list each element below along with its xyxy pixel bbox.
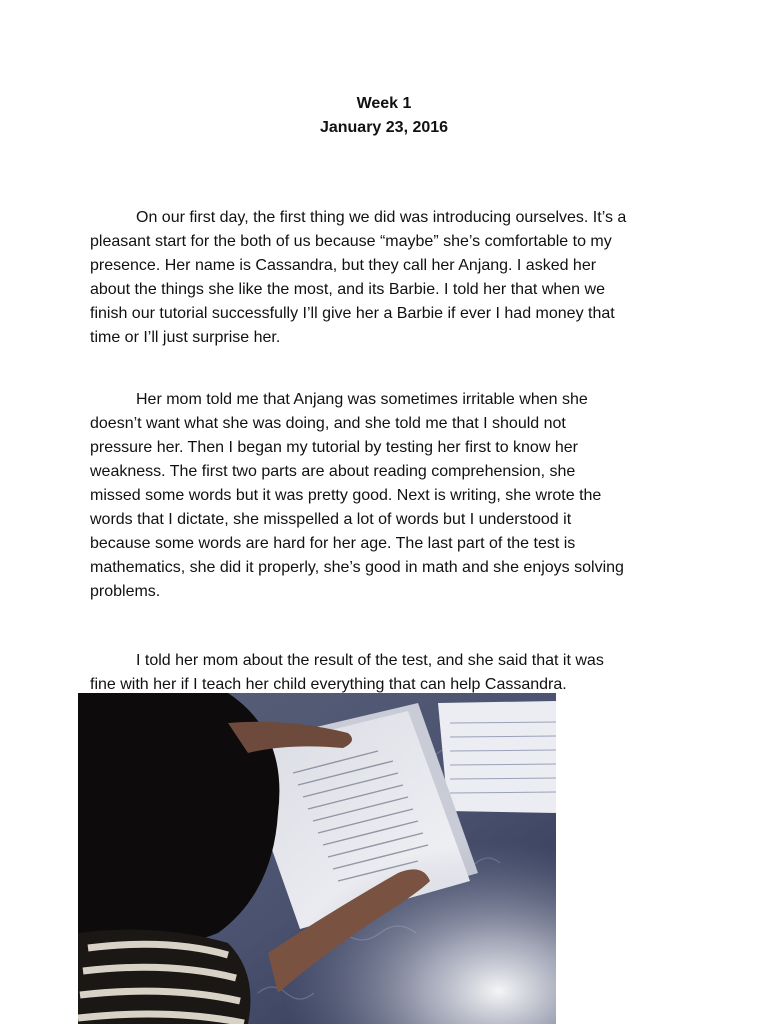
paragraph-line: pleasant start for the both of us because “maybe” she’s comfortable to my [90,233,612,250]
paragraph-3 [90,649,682,697]
paragraph-line: I told her mom about the result of the test, and she said that it was [136,652,604,669]
paragraph-line: fine with her if I teach her child everything that can help Cassandra. [90,676,567,693]
paragraph-line: On our first day, the first thing we did was introducing ourselves. It’s a [136,209,627,226]
paragraph-line: time or I’ll just surprise her. [90,329,281,346]
paragraph-line: words that I dictate, she misspelled a lot of words but I understood it [90,511,572,528]
paragraph-line: weakness. The first two parts are about reading comprehension, she [90,463,576,480]
paragraph-line: presence. Her name is Cassandra, but they call her Anjang. I asked her [90,257,597,274]
date-heading: January 23, 2016 [319,119,449,136]
paragraph-1 [90,206,682,350]
paragraph-line: about the things she like the most, and its Barbie. I told her that when we [90,281,605,298]
paragraph-line: because some words are hard for her age. The last part of the test is [90,535,576,552]
week-heading: Week 1 [356,95,412,112]
paragraph-line: doesn’t want what she was doing, and she told me that I should not [90,415,566,432]
paragraph-line: Her mom told me that Anjang was sometimes irritable when she [136,391,588,408]
tutoring-photo [78,693,556,1024]
paragraph-line: pressure her. Then I began my tutorial by testing her first to know her [90,439,578,456]
striped-shirt [78,930,251,1024]
paragraph-line: mathematics, she did it properly, she’s good in math and she enjoys solving [90,559,624,576]
paragraph-line: finish our tutorial successfully I’ll give her a Barbie if ever I had money that [90,305,615,322]
paragraph-line: missed some words but it was pretty good. Next is writing, she wrote the [90,487,602,504]
paragraph-2 [90,388,682,604]
photo-illustration [78,693,556,1024]
paragraph-line: problems. [90,583,161,600]
